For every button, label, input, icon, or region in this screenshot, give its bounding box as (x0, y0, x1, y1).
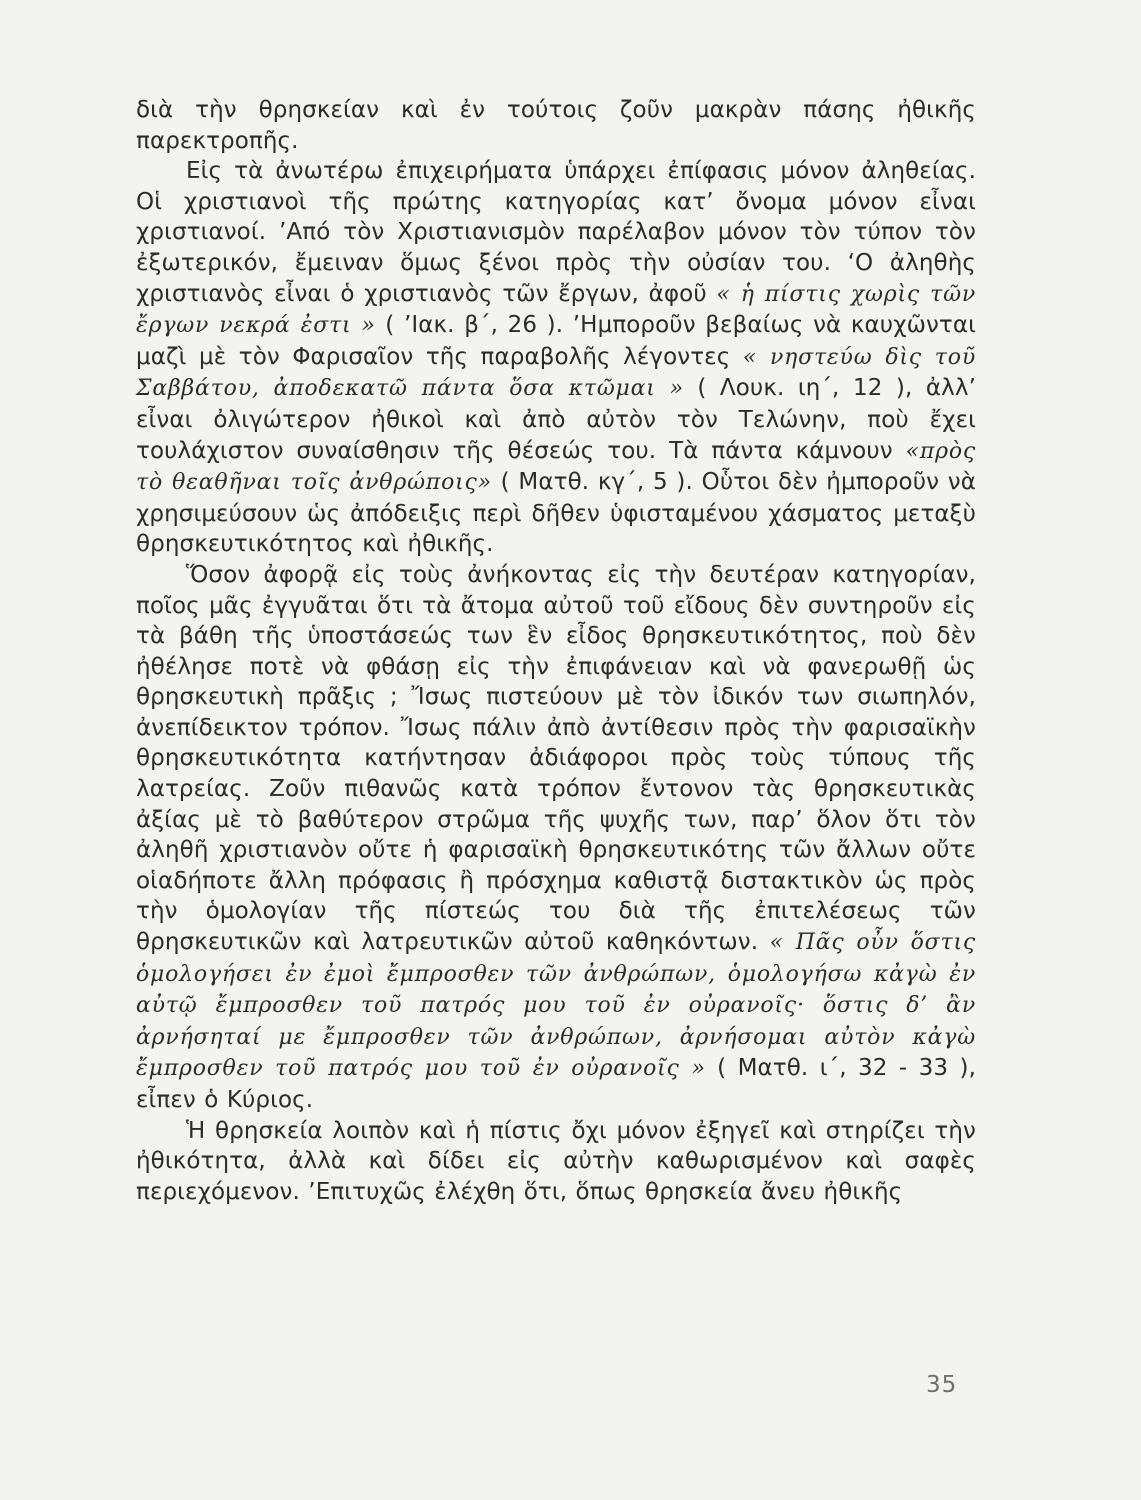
paragraph-2 (136, 156, 976, 560)
text-segment: Ἡ θρησκεία λοιπὸν καὶ ἡ πίστις ὄχι μόνον ἐξηγεῖ καὶ στηρίζει τὴν ἠθικότητα, ἀλλὰ καὶ δίδει εἰς αὐτὴν καθωρισμένον καὶ σαφὲς περιεχόμενον. ’Επιτυχῶς ἐλέχθη ὅτι, ὅπως θρησκεία ἄνευ ἠθικῆς (136, 1117, 976, 1205)
paragraph-4 (136, 1116, 976, 1208)
text-segment: ( Ματθ. κγ΄, 5 ). Οὗτοι δὲν ἠμποροῦν νὰ χρησιμεύσουν ὡς ἀπόδειξις περὶ δῆθεν ὑφισταμένου χάσματος μεταξὺ θρησκευτικότητος καὶ ἠθικῆς. (136, 469, 976, 558)
scripture-quote: « ἡ πίστις χωρὶς τῶν ἔργων νεκρά ἐστι » (136, 281, 976, 339)
paragraph-1 (136, 95, 976, 156)
text-segment: Εἰς τὰ ἀνωτέρω ἐπιχειρήματα ὑπάρχει ἐπίφασις μόνον ἀληθείας. Οἱ χριστιανοὶ τῆς πρώτης κατηγορίας κατ’ ὄνομα μόνον εἶναι χριστιανοί. ’Από τὸν Χριστιανισμὸν παρέλαβον μόνον τὸν τύπον τὸν ἐξωτερικόν, ἔμειναν ὅμως ξένοι πρὸς τὴν οὐσίαν του. ‘Ο ἀληθὴς χριστιανὸς εἶναι ὁ χριστιανὸς τῶν ἔργων, ἀφοῦ (136, 158, 976, 307)
text-segment: ( Ματθ. ι΄, 32 - 33 ), εἶπεν ὁ Κύριος. (136, 1055, 976, 1113)
scripture-quote: «πρὸς τὸ θεαθῆναι τοῖς ἀνθρώποις» (136, 438, 976, 496)
text-segment: Ὅσον ἀφορᾷ εἰς τοὺς ἀνήκοντας εἰς τὴν δευτέραν κατηγορίαν, ποῖος μᾶς ἐγγυᾶται ὅτι τὰ ἄτομα αὐτοῦ τοῦ εἴδους δὲν συντηροῦν εἰς τὰ βάθη τῆς ὑποστάσεώς των ἓν εἶδος θρησκευτικότητος, ποὺ δὲν ἠθέλησε ποτὲ νὰ φθάσῃ εἰς τὴν ἐπιφάνειαν καὶ νὰ φανερωθῇ ὡς θρησκευτικὴ πρᾶξις ; Ἴσως πιστεύουν μὲ τὸν ἰδικόν των σιωπηλόν, ἀνεπίδεικτον τρόπον. Ἴσως πάλιν ἀπὸ ἀντίθεσιν πρὸς τὴν φαρισαϊκὴν θρησκευτικότητα κατήντησαν ἀδιάφοροι πρὸς τοὺς τύπους τῆς λατρείας. Ζοῦν πιθανῶς κατὰ τρόπον ἔντονον τὰς θρησκευτικὰς ἀξίας μὲ τὸ βαθύτερον στρῶμα τῆς ψυχῆς των, παρ’ ὅλον ὅτι τὸν ἀληθῆ χριστιανὸν οὔτε ἡ φαρισαϊκὴ θρησκευτικότης τῶν ἄλλων οὔτε οἱαδήποτε ἄλλη πρόφασις ἢ πρόσχημα καθιστᾷ διστακτικὸν ὡς πρὸς τὴν ὁμολογίαν τῆς πίστεώς του διὰ τῆς ἐπιτελέσεως τῶν θρησκευτικῶν καὶ λατρευτικῶν αὐτοῦ καθηκόντων. (136, 561, 976, 956)
scripture-quote: « νηστεύω δὶς τοῦ Σαββάτου, ἀποδεκατῶ πάντα ὅσα κτῶμαι » (136, 344, 976, 402)
text-segment: ( Λουκ. ιη΄, 12 ), ἀλλ’ εἶναι ὀλιγώτερον ἠθικοὶ καὶ ἀπὸ αὐτὸν τὸν Τελώνην, ποὺ ἔχει τουλάχιστον συναίσθησιν τῆς θέσεώς του. Τὰ πάντα κάμνουν (136, 375, 976, 464)
scripture-quote: « Πᾶς οὖν ὅστις ὁμολογήσει ἐν ἐμοὶ ἔμπροσθεν τῶν ἀνθρώπων, ὁμολογήσω κἀγὼ ἐν αὐτῷ ἔμπροσθεν τοῦ πατρός μου τοῦ ἐν οὐρανοῖς· ὅστις δ’ ἂν ἀρνήσηταί με ἔμπροσθεν τῶν ἀνθρώπων, ἀρνήσομαι αὐτὸν κἀγὼ ἔμπροσθεν τοῦ πατρός μου τοῦ ἐν οὐρανοῖς » (136, 930, 976, 1082)
paragraph-3 (136, 560, 976, 1116)
body-text (136, 95, 976, 1207)
page-number: 35 (926, 1372, 958, 1398)
text-segment: ( ’Ιακ. β΄, 26 ). ’Ημποροῦν βεβαίως νὰ καυχῶνται μαζὶ μὲ τὸν Φαρισαῖον τῆς παραβολῆς λέγοντες (136, 312, 977, 370)
text-segment: διὰ τὴν θρησκείαν καὶ ἐν τούτοις ζοῦν μακρὰν πάσης ἠθικῆς παρεκτροπῆς. (136, 97, 976, 154)
